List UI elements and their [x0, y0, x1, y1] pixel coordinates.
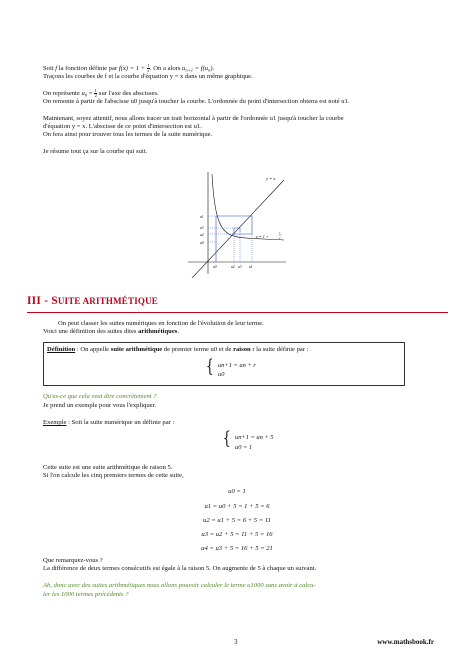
- intro-line-1: Soit f la fonction définie par f(x) = 1 + $\frac{1}{x}$ . On a alors $u_{n+1} = f(u_n)$.: [43, 63, 215, 73]
- label-f-frac-den: x: [279, 236, 281, 240]
- ytick-2: u2: [200, 233, 204, 237]
- example-text: Exemple : Soit la suite numérique un définie par :: [43, 419, 175, 426]
- equation-1: u1 = u0 + 5 = 1 + 5 = 6: [204, 503, 270, 510]
- intro-line-8: Je résume tout ça sur la courbe qui suit.: [43, 148, 148, 155]
- definition-text: Définition : On appelle suite arithmétique de premier terme u0 et de raison r la suite définie par :: [47, 346, 309, 353]
- footer-url[interactable]: www.mathsbook.fr: [377, 638, 434, 646]
- equation-4: u4 = u3 + 5 = 16 + 5 = 21: [201, 545, 273, 552]
- definition-brace: {: [205, 356, 214, 377]
- remark-line-1: Que remarquez-vous ?: [43, 557, 103, 564]
- after-line-2: Si l'on calcule les cinq premiers termes de cette suite,: [43, 472, 184, 479]
- xtick-1: u2: [231, 265, 235, 269]
- intro-line-3: On représente $u_0$ = $\frac{1}{2}$ sur l'axe des abscisses.: [43, 88, 159, 98]
- definition-system-line-1: un+1 = un + r: [218, 362, 256, 369]
- intro-line-5: Maintenant, soyez attentif, nous allons tracer un trait horizontal à partir de l'ordonnée u1 jusqu'à toucher la courbe: [43, 115, 344, 122]
- xtick-3: u1: [249, 265, 253, 269]
- conclusion-line-2: ler les 1000 termes précédents ?: [43, 591, 129, 598]
- function-curve: [212, 174, 284, 240]
- ytick-0: u1: [200, 215, 204, 219]
- page-number: 3: [234, 638, 238, 646]
- intro-line-6: d'équation y = x. L'abscisse de ce point d'intersection est u1.: [43, 123, 202, 130]
- label-yx: y = x: [266, 176, 276, 181]
- example-brace: {: [222, 428, 231, 449]
- ytick-1: u3: [200, 226, 204, 230]
- intro-line-7: On fera ainsi pour trouver tous les termes de la suite numérique.: [43, 131, 213, 138]
- definition-system-line-2: u0: [218, 371, 225, 378]
- after-line-1: Cette suite est une suite arithmétique de raison 5.: [43, 464, 173, 471]
- section-title: III - SUITE ARITHMÉTIQUE: [27, 295, 159, 307]
- example-system-line-2: u0 = 1: [235, 444, 253, 451]
- equation-3: u3 = u2 + 5 = 11 + 5 = 16: [201, 531, 273, 538]
- intro-line-4: On remonte à partir de l'abscisse u0 jusqu'à toucher la courbe. L'ordonnée du point d'intersection obtenu est noté u1.: [43, 98, 350, 105]
- label-f: y = 1 +: [256, 234, 269, 239]
- identity-line: [192, 180, 284, 278]
- explain-text: Je prend un exemple pour vous l'expliquer.: [43, 402, 157, 409]
- body-line-1: On peut classer les suites numériques en fonction de l'évolution de leur terme.: [58, 320, 264, 327]
- conclusion-line-1: Ah, donc avec des suites arithmétiques nous allons pouvoir calculer le terme u1000 sans avoir à calcu-: [43, 582, 316, 589]
- intro-line-2: Traçons les courbes de f et la courbe d'équation y = x dans un même graphique.: [43, 73, 253, 80]
- equation-2: u2 = u1 + 5 = 6 + 5 = 11: [203, 517, 271, 524]
- question-text: Qu'es-ce que cela veut dire concrètement ?: [43, 393, 157, 400]
- dotted-guides: [208, 216, 252, 262]
- section-divider: [27, 312, 448, 313]
- example-system-line-1: un+1 = un + 5: [235, 434, 274, 441]
- xtick-2: u3: [238, 265, 242, 269]
- cobweb-graph: [186, 170, 290, 278]
- equation-0: u0 = 1: [228, 488, 246, 495]
- body-line-2: Voici une définition des suites dites arithmétiques.: [43, 328, 179, 335]
- label-f-frac-num: 1: [279, 231, 281, 235]
- remark-line-2: La différence de deux termes consécutifs est égale à la raison 5. On augmente de 5 à chaque un suivant.: [43, 565, 317, 572]
- xtick-0: u0: [213, 265, 217, 269]
- ytick-3: u0: [200, 241, 204, 245]
